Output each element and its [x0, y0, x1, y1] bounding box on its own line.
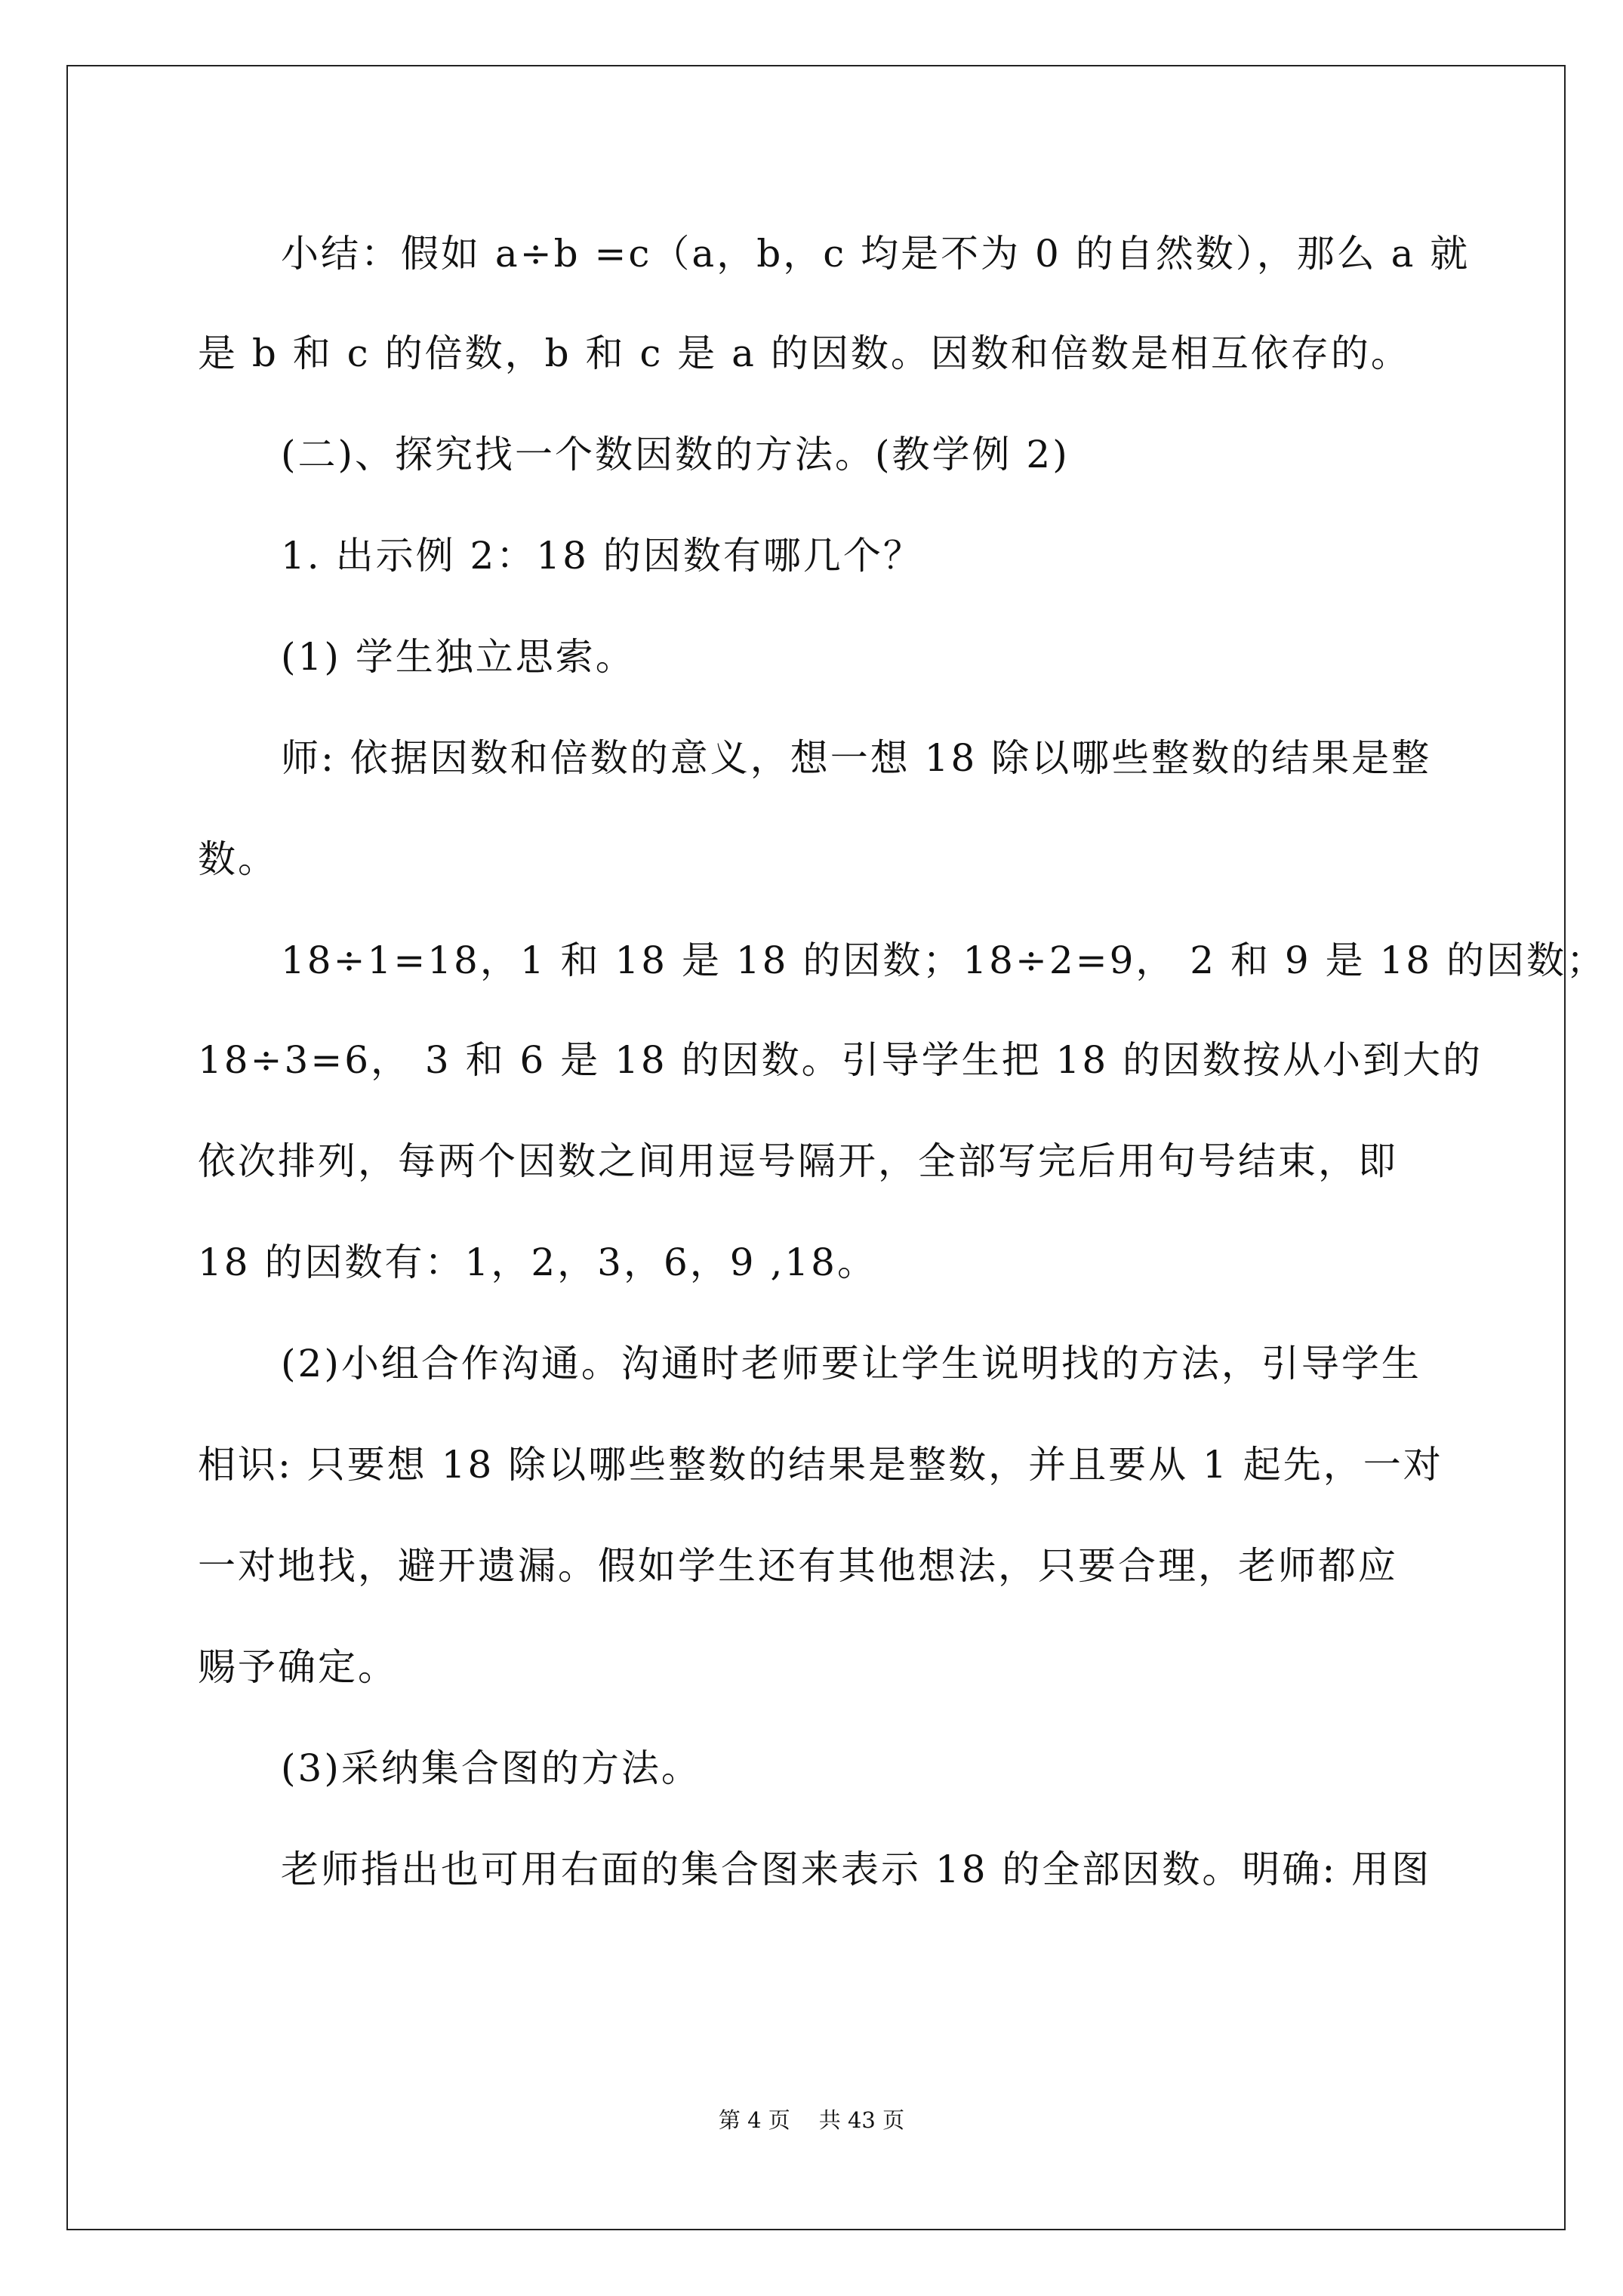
- page-number: 第 4 页: [718, 2107, 790, 2133]
- paragraph-line: 小结：假如 a÷b =c（a，b，c 均是不为 0 的自然数），那么 a 就: [281, 232, 1471, 276]
- section-heading: (二)、探究找一个数因数的方法。(教学例 2): [281, 433, 1070, 476]
- paragraph-line: 赐予确定。: [198, 1645, 398, 1689]
- paragraph-line: 数。: [198, 837, 278, 881]
- paragraph-line: 18÷3=6， 3 和 6 是 18 的因数。引导学生把 18 的因数按从小到大的: [198, 1038, 1483, 1082]
- paragraph-line: 18 的因数有：1，2，3，6，9 ,18。: [198, 1240, 877, 1284]
- paragraph-line: 一对地找，避开遗漏。假如学生还有其他想法，只要合理，老师都应: [198, 1544, 1398, 1588]
- page-total: 共 43 页: [818, 2107, 905, 2133]
- paragraph-line: 依次排列，每两个因数之间用逗号隔开，全部写完后用句号结束，即: [198, 1139, 1398, 1183]
- page-footer: [0, 2106, 1623, 2134]
- paragraph-line: (2)小组合作沟通。沟通时老师要让学生说明找的方法，引导学生: [281, 1342, 1421, 1385]
- paragraph-line: (3)采纳集合图的方法。: [281, 1746, 701, 1790]
- paragraph-line: 1. 出示例 2：18 的因数有哪几个？: [281, 534, 923, 578]
- paragraph-line: 相识: 只要想 18 除以哪些整数的结果是整数，并且要从 1 起先，一对: [198, 1443, 1443, 1487]
- paragraph-line: 师: 依据因数和倍数的意义，想一想 18 除以哪些整数的结果是整: [281, 736, 1432, 780]
- paragraph-line: 是 b 和 c 的倍数，b 和 c 是 a 的因数。因数和倍数是相互依存的。: [198, 331, 1411, 375]
- paragraph-line: (1) 学生独立思索。: [281, 635, 636, 679]
- paragraph-line: 老师指出也可用右面的集合图来表示 18 的全部因数。明确: 用图: [281, 1848, 1432, 1891]
- paragraph-line: 18÷1=18，1 和 18 是 18 的因数；18÷2=9， 2 和 9 是 18 的因数；: [281, 938, 1607, 982]
